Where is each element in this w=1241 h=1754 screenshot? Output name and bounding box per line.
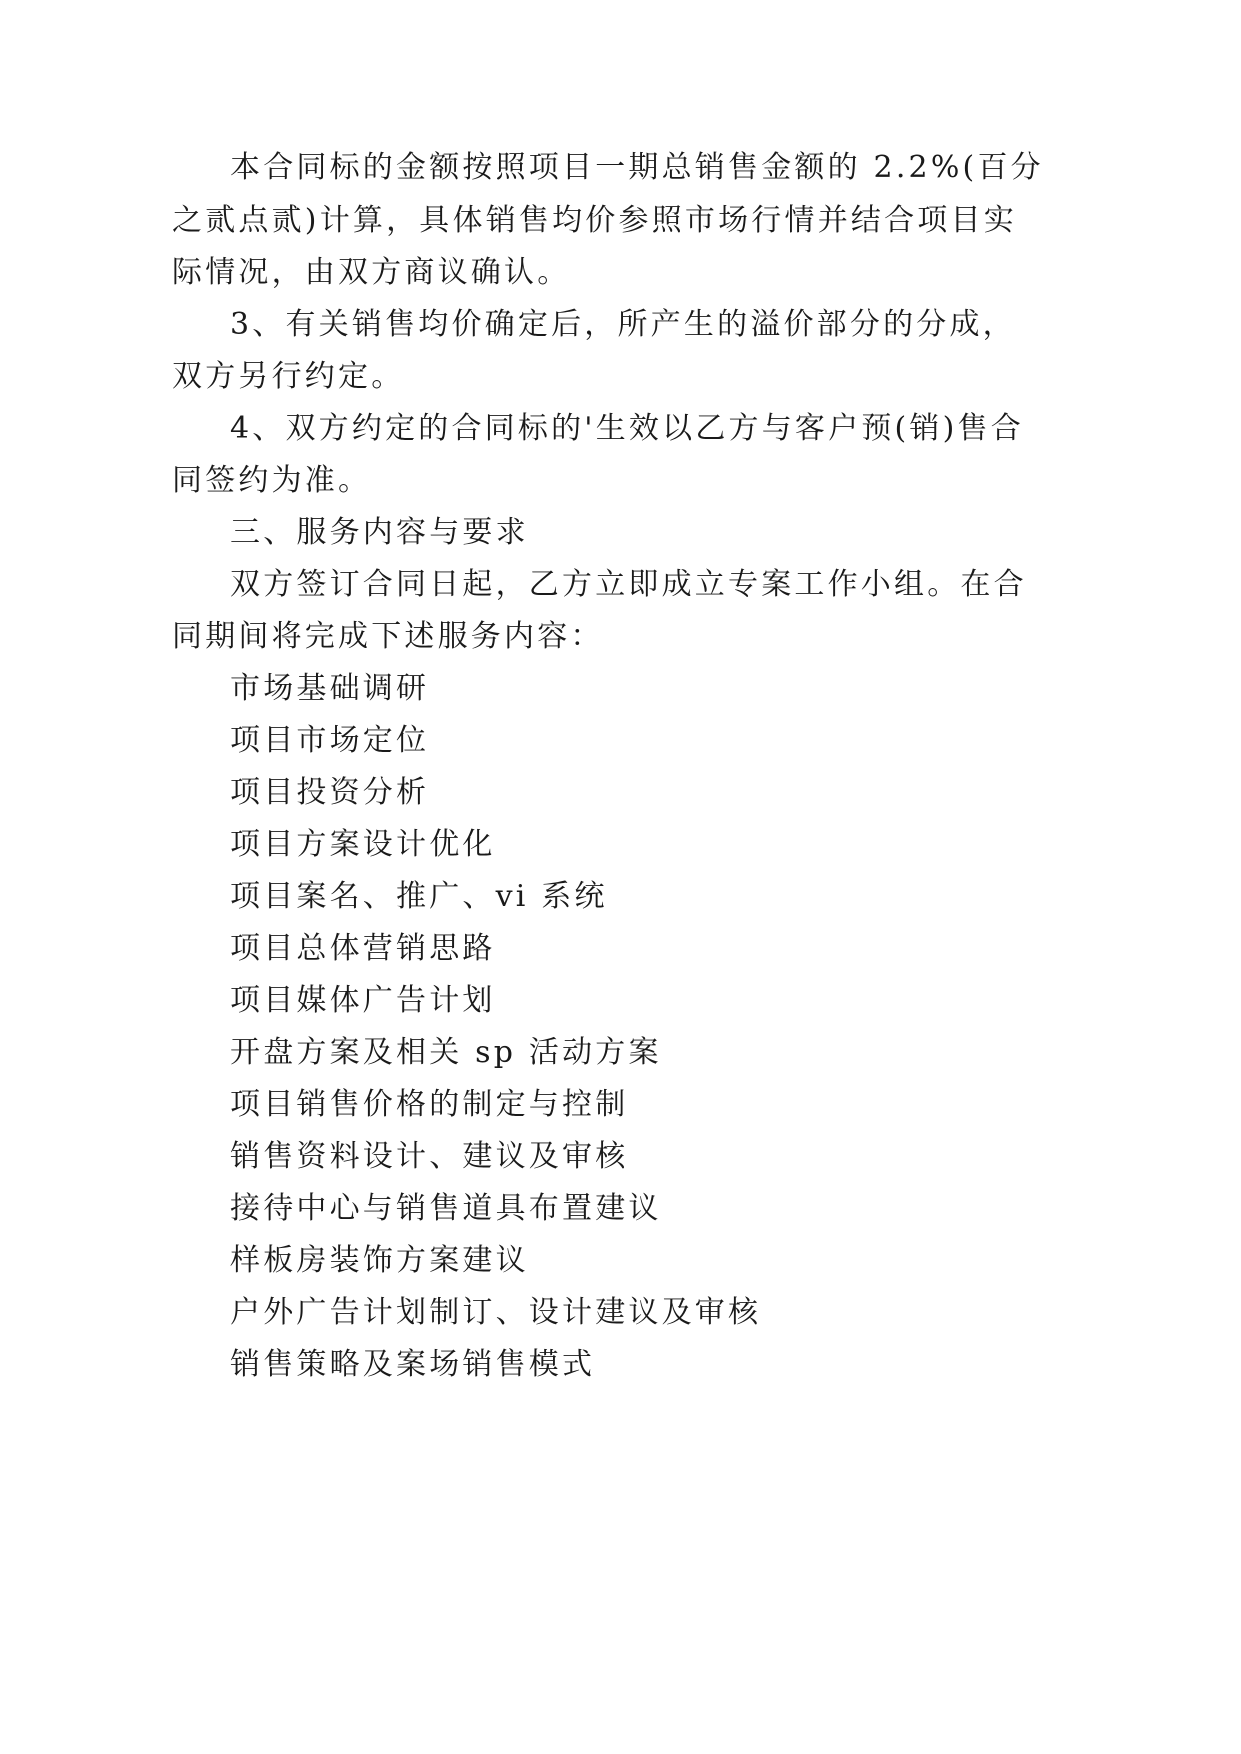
paragraph-line: 双方另行约定。: [172, 359, 405, 394]
list-item: 销售策略及案场销售模式: [230, 1347, 596, 1382]
paragraph-line: 际情况，由双方商议确认。: [172, 255, 571, 290]
list-item: 项目销售价格的制定与控制: [230, 1087, 629, 1122]
paragraph-line: 3、有关销售均价确定后，所产生的溢价部分的分成，: [230, 307, 1016, 342]
paragraph-line: 4、双方约定的合同标的'生效以乙方与客户预(销)售合: [230, 411, 1024, 446]
list-item: 项目总体营销思路: [230, 931, 496, 966]
list-item: 项目市场定位: [230, 723, 430, 758]
section-heading: 三、服务内容与要求: [230, 515, 529, 550]
list-item: 项目媒体广告计划: [230, 983, 496, 1018]
list-item: 项目方案设计优化: [230, 827, 496, 862]
list-item: 项目投资分析: [230, 775, 430, 810]
paragraph-line: 同签约为准。: [172, 463, 372, 498]
paragraph-line: 之贰点贰)计算，具体销售均价参照市场行情并结合项目实: [172, 203, 1017, 238]
list-item: 项目案名、推广、vi 系统: [230, 879, 608, 914]
list-item: 销售资料设计、建议及审核: [230, 1139, 629, 1174]
list-item: 户外广告计划制订、设计建议及审核: [230, 1295, 762, 1330]
list-item: 市场基础调研: [230, 671, 430, 706]
list-item: 接待中心与销售道具布置建议: [230, 1191, 662, 1226]
paragraph-line: 本合同标的金额按照项目一期总销售金额的 2.2%(百分: [230, 150, 1044, 185]
paragraph-line: 同期间将完成下述服务内容：: [172, 619, 604, 654]
list-item: 开盘方案及相关 sp 活动方案: [230, 1035, 662, 1070]
paragraph-line: 双方签订合同日起，乙方立即成立专案工作小组。在合: [230, 567, 1027, 602]
list-item: 样板房装饰方案建议: [230, 1243, 529, 1278]
